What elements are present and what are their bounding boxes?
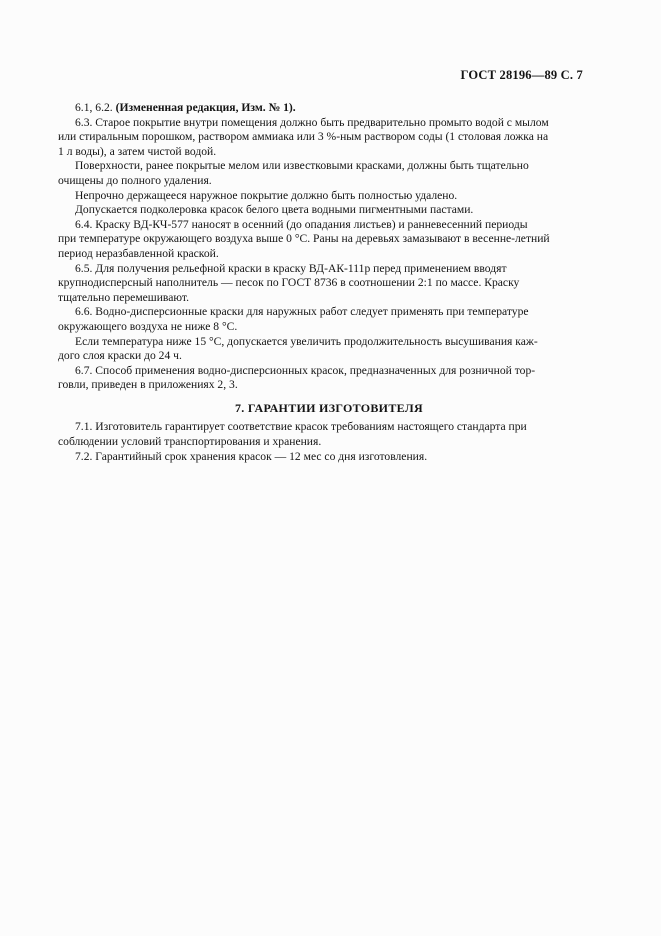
text-line: соблюдении условий транспортирования и хранения.: [58, 435, 322, 449]
paragraph-7-2: [75, 450, 583, 465]
paragraph-6-6: [58, 305, 583, 334]
text-line: 1 л воды), а затем чистой водой.: [58, 144, 217, 158]
text-line: при температуре окружающего воздуха выше 0 °С. Раны на деревьях замазывают в весенне-летний: [58, 232, 550, 246]
text-line: 6.4. Краску ВД-КЧ-577 наносят в осенний (до опадания листьев) и ранневесенний периоды: [75, 217, 528, 231]
text-line: 6.6. Водно-дисперсионные краски для наружных работ следует применять при температуре: [75, 305, 529, 319]
text-line: период неразбавленной краской.: [58, 246, 219, 260]
text-line: очищены до полного удаления.: [58, 173, 212, 187]
text-line: 6.5. Для получения рельефной краски в краску ВД-АК-111р перед применением вводят: [75, 261, 507, 275]
text-line: 6.3. Старое покрытие внутри помещения должно быть предварительно промыто водой с мылом: [75, 115, 549, 129]
paragraph-6-5: [58, 261, 583, 306]
section-7-title: 7. ГАРАНТИИ ИЗГОТОВИТЕЛЯ: [235, 400, 423, 415]
text-line: Непрочно держащееся наружное покрытие должно быть полностью удалено.: [75, 188, 458, 202]
text-line: крупнодисперсный наполнитель — песок по ГОСТ 8736 в соотношении 2:1 по массе. Краску: [58, 276, 520, 290]
paragraph-number: 6.1, 6.2.: [75, 101, 113, 114]
amendment-note: (Измененная редакция, Изм. № 1).: [115, 101, 296, 114]
paragraph-tinting: [75, 203, 583, 218]
text-line: Если температура ниже 15 °С, допускается увеличить продолжительность высушивания каж-: [75, 334, 538, 348]
text-line: окружающего воздуха не ниже 8 °С.: [58, 319, 238, 333]
text-line: или стиральным порошком, раствором аммиака или 3 %-ным раствором соды (1 столовая ложка на: [58, 130, 549, 144]
text-line: говли, приведен в приложениях 2, 3.: [58, 378, 238, 392]
document-body: [58, 101, 583, 464]
text-line: 6.7. Способ применения водно-дисперсионных красок, предназначенных для розничной тор-: [75, 363, 536, 377]
text-line: Допускается подколеровка красок белого цвета водными пигментными пастами.: [75, 203, 474, 217]
text-line: тщательно перемешивают.: [58, 290, 190, 304]
paragraph-6-4: [58, 217, 583, 262]
text-line: 7.1. Изготовитель гарантирует соответствие красок требованиям настоящего стандарта при: [75, 420, 527, 434]
text-line: 7.2. Гарантийный срок хранения красок — 12 мес со дня изготовления.: [75, 449, 428, 463]
paragraph-surfaces: [58, 159, 583, 188]
paragraph-6-3: [58, 115, 583, 160]
paragraph-7-1: [58, 420, 583, 449]
text-line: дого слоя краски до 24 ч.: [58, 349, 182, 363]
paragraph-6-1-6-2: [75, 101, 583, 116]
text-line: Поверхности, ранее покрытые мелом или известковыми красками, должны быть тщательно: [75, 159, 529, 173]
paragraph-temperature: [58, 334, 583, 364]
paragraph-loose-coating: [75, 189, 583, 204]
page-header: ГОСТ 28196—89 С. 7: [460, 68, 583, 82]
paragraph-6-7: [58, 363, 583, 393]
